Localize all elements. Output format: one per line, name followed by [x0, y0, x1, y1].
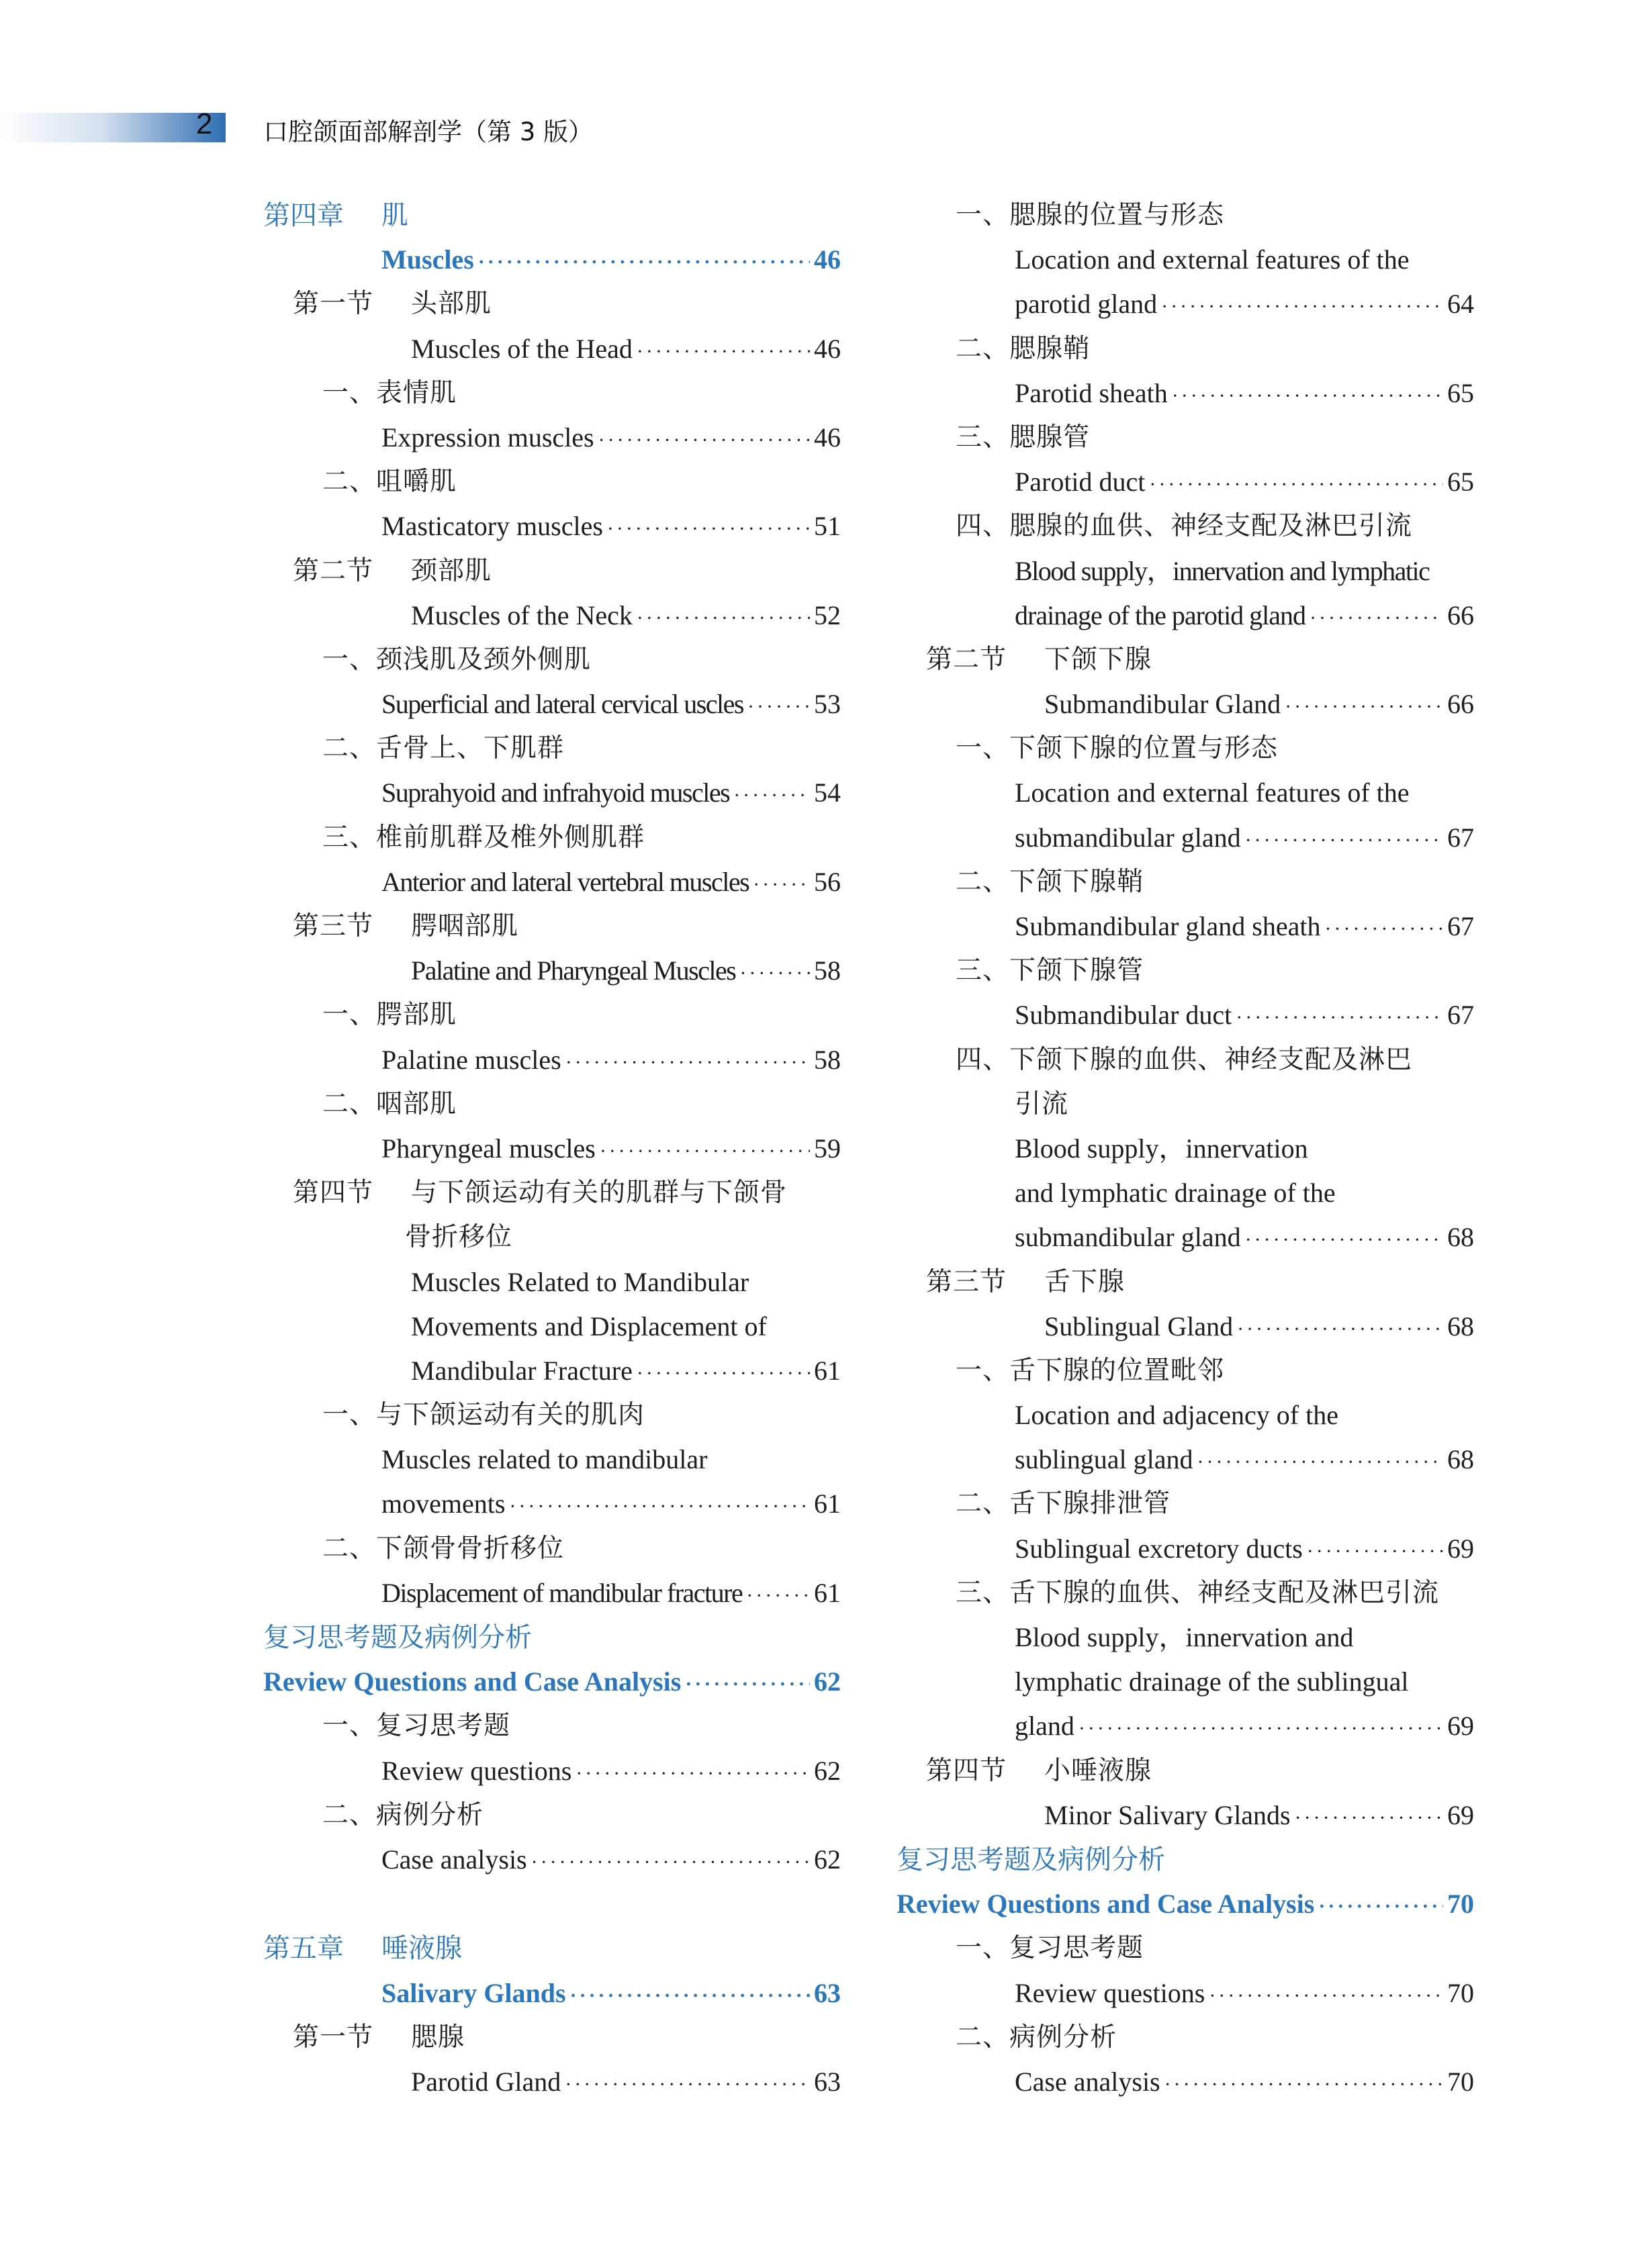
subsection-heading-continued: 引流: [1015, 1088, 1069, 1119]
dot-leader: [1295, 1796, 1443, 1840]
dot-leader: [1310, 596, 1443, 641]
dot-leader: [600, 1129, 810, 1174]
dot-leader: [1209, 1974, 1443, 2018]
subsection-entry[interactable]: Suprahyoid and infrahyoid muscles ····· 54: [263, 771, 841, 815]
subsection-entry[interactable]: movements ····· 61: [263, 1482, 841, 1526]
toc-left-column: [263, 193, 841, 2104]
subsection-heading[interactable]: 一、复习思考题: [322, 1711, 511, 1742]
subsection-entry[interactable]: Review questions ····· 62: [263, 1749, 841, 1793]
subsection-heading[interactable]: 一、腭部肌: [322, 1000, 457, 1031]
subsection-heading[interactable]: 四、腮腺的血供、神经支配及淋巴引流: [956, 511, 1413, 542]
subsection-entry[interactable]: Parotid sheath ····· 65: [897, 371, 1474, 416]
subsection-heading[interactable]: 三、下颌下腺管: [956, 955, 1144, 986]
subsection-heading[interactable]: 一、颈浅肌及颈外侧肌: [322, 644, 592, 675]
dot-leader: [1161, 285, 1443, 329]
section-entry[interactable]: Parotid Gland ····· 63: [263, 2060, 841, 2104]
subsection-heading[interactable]: 一、复习思考题: [956, 1933, 1144, 1964]
subsection-heading[interactable]: 二、下颌下腺鞘: [956, 866, 1144, 897]
section-heading[interactable]: 第四节 小唾液腺: [926, 1755, 1152, 1786]
subsection-heading[interactable]: 二、腮腺鞘: [956, 333, 1091, 364]
section-heading[interactable]: 第二节 颈部肌: [293, 555, 492, 586]
subsection-entry[interactable]: Submandibular gland sheath ····· 67: [897, 904, 1474, 949]
dot-leader: [509, 1484, 810, 1529]
subsection-entry-line: Muscles related to mandibular: [381, 1444, 708, 1475]
dot-leader: [576, 1752, 810, 1796]
subsection-entry-line: and lymphatic drainage of the: [1015, 1178, 1336, 1209]
dot-leader: [1172, 374, 1443, 418]
toc-right-column: [897, 193, 1474, 2104]
header-color-band: [0, 113, 226, 142]
subsection-entry[interactable]: Expression muscles ····· 46: [263, 416, 841, 460]
subsection-entry[interactable]: Case analysis ····· 70: [897, 2060, 1474, 2104]
dot-leader: [1164, 2063, 1443, 2107]
section-heading[interactable]: 第四节 与下颌运动有关的肌群与下颌骨: [293, 1178, 788, 1209]
subsection-heading[interactable]: 一、腮腺的位置与形态: [956, 200, 1225, 230]
review-heading[interactable]: 复习思考题及病例分析: [263, 1622, 532, 1653]
subsection-heading[interactable]: 二、舌骨上、下肌群: [322, 733, 565, 764]
subsection-entry[interactable]: parotid gland ····· 64: [897, 282, 1474, 326]
section-entry-line: Movements and Displacement of: [411, 1311, 767, 1341]
subsection-entry[interactable]: Masticatory muscles ····· 51: [263, 504, 841, 549]
subsection-entry[interactable]: submandibular gland ····· 68: [897, 1215, 1474, 1260]
dot-leader: [531, 1840, 810, 1885]
subsection-heading[interactable]: 二、咽部肌: [322, 1088, 457, 1119]
dot-leader: [739, 951, 810, 996]
subsection-entry[interactable]: Palatine muscles ····· 58: [263, 1038, 841, 1082]
subsection-entry-line: lymphatic drainage of the sublingual: [1015, 1666, 1409, 1697]
subsection-entry[interactable]: gland ····· 69: [897, 1704, 1474, 1748]
dot-leader: [747, 685, 810, 729]
section-heading[interactable]: 第一节 腮腺: [293, 2022, 465, 2052]
subsection-heading[interactable]: 三、腮腺管: [956, 422, 1091, 453]
section-entry[interactable]: Muscles of the Neck ····· 52: [263, 594, 841, 638]
subsection-entry-line: Location and external features of the: [1015, 777, 1410, 808]
subsection-entry[interactable]: Review questions ····· 70: [897, 1971, 1474, 2016]
chapter-5-entry[interactable]: Salivary Glands ····· 63: [263, 1971, 841, 2016]
section-entry-line: Muscles Related to Mandibular: [411, 1266, 749, 1297]
dot-leader: [598, 418, 810, 463]
dot-leader: [570, 1974, 810, 2018]
dot-leader: [746, 1574, 810, 1618]
dot-leader: [478, 240, 810, 285]
subsection-entry[interactable]: Superficial and lateral cervical uscles ····· 53: [263, 682, 841, 726]
section-entry[interactable]: Palatine and Pharyngeal Muscles ····· 58: [263, 949, 841, 993]
subsection-heading[interactable]: 一、表情肌: [322, 377, 457, 408]
review-entry[interactable]: Review Questions and Case Analysis ····· 70: [897, 1882, 1474, 1926]
section-heading[interactable]: 第一节 头部肌: [293, 289, 492, 320]
dot-leader: [565, 2063, 810, 2107]
subsection-heading[interactable]: 四、下颌下腺的血供、神经支配及淋巴: [956, 1044, 1413, 1075]
subsection-entry-line: Location and external features of the: [1015, 244, 1410, 275]
subsection-heading[interactable]: 二、咀嚼肌: [322, 467, 457, 498]
subsection-heading[interactable]: 二、病例分析: [322, 1799, 484, 1830]
section-entry[interactable]: Mandibular Fracture ····· 61: [263, 1349, 841, 1393]
dot-leader: [1245, 1218, 1443, 1262]
chapter-4-entry[interactable]: Muscles ····· 46: [263, 238, 841, 282]
subsection-entry[interactable]: sublingual gland ····· 68: [897, 1437, 1474, 1482]
subsection-entry[interactable]: Submandibular duct ····· 67: [897, 993, 1474, 1037]
subsection-entry[interactable]: submandibular gland ····· 67: [897, 816, 1474, 860]
review-heading[interactable]: 复习思考题及病例分析: [897, 1844, 1165, 1875]
dot-leader: [637, 596, 810, 641]
section-entry[interactable]: Submandibular Gland ····· 66: [897, 682, 1474, 726]
dot-leader: [1307, 1529, 1443, 1574]
dot-leader: [685, 1662, 810, 1707]
subsection-entry-line: Blood supply，innervation: [1015, 1133, 1308, 1164]
subsection-heading[interactable]: 一、舌下腺的位置毗邻: [956, 1355, 1225, 1386]
section-heading-continued: 骨折移位: [405, 1222, 513, 1253]
subsection-entry-line: Location and adjacency of the: [1015, 1400, 1338, 1431]
dot-leader: [1318, 1885, 1443, 1929]
section-entry[interactable]: Sublingual Gland ····· 68: [897, 1305, 1474, 1349]
subsection-entry[interactable]: Case analysis ····· 62: [263, 1838, 841, 1882]
subsection-entry[interactable]: drainage of the parotid gland ····· 66: [897, 594, 1474, 638]
section-heading[interactable]: 第三节 舌下腺: [926, 1266, 1126, 1297]
subsection-entry[interactable]: Anterior and lateral vertebral muscles ····· 56: [263, 860, 841, 904]
dot-leader: [1079, 1707, 1443, 1751]
dot-leader: [1245, 818, 1443, 863]
dot-leader: [733, 773, 810, 818]
section-heading[interactable]: 第二节 下颌下腺: [926, 644, 1152, 675]
dot-leader: [607, 507, 810, 551]
dot-leader: [1197, 1440, 1443, 1484]
dot-leader: [1324, 907, 1443, 951]
subsection-entry[interactable]: Sublingual excretory ducts ····· 69: [897, 1527, 1474, 1571]
subsection-heading[interactable]: 三、椎前肌群及椎外侧肌群: [322, 822, 645, 853]
subsection-entry[interactable]: Parotid duct ····· 65: [897, 460, 1474, 504]
subsection-heading[interactable]: 一、与下颌运动有关的肌肉: [322, 1400, 645, 1431]
dot-leader: [1285, 685, 1443, 729]
subsection-heading[interactable]: 二、病例分析: [956, 2022, 1117, 2052]
spacer: [263, 1882, 841, 1926]
chapter-4-heading[interactable]: 第四章 肌: [263, 200, 408, 231]
section-entry[interactable]: Muscles of the Head ····· 46: [263, 327, 841, 371]
subsection-entry-line: Blood supply，innervation and: [1015, 1622, 1354, 1652]
dot-leader: [565, 1041, 810, 1085]
subsection-entry-line: Blood supply，innervation and lymphatic: [1015, 555, 1430, 586]
section-entry[interactable]: Minor Salivary Glands ····· 69: [897, 1793, 1474, 1838]
subsection-heading[interactable]: 二、舌下腺排泄管: [956, 1489, 1171, 1519]
page-number: 2: [196, 107, 213, 140]
subsection-entry[interactable]: Displacement of mandibular fracture ····· 61: [263, 1571, 841, 1615]
dot-leader: [637, 330, 810, 374]
dot-leader: [637, 1352, 810, 1396]
dot-leader: [1149, 463, 1443, 507]
review-entry[interactable]: Review Questions and Case Analysis ····· 62: [263, 1660, 841, 1704]
subsection-entry[interactable]: Pharyngeal muscles ····· 59: [263, 1127, 841, 1171]
subsection-heading[interactable]: 一、下颌下腺的位置与形态: [956, 733, 1279, 764]
chapter-5-heading[interactable]: 第五章 唾液腺: [263, 1933, 462, 1965]
section-heading[interactable]: 第三节 腭咽部肌: [293, 911, 519, 941]
dot-leader: [1237, 1307, 1443, 1352]
subsection-heading[interactable]: 三、舌下腺的血供、神经支配及淋巴引流: [956, 1577, 1440, 1608]
dot-leader: [1236, 996, 1443, 1040]
running-header-title: 口腔颌面部解剖学（第 3 版）: [263, 117, 594, 146]
dot-leader: [753, 863, 810, 907]
subsection-heading[interactable]: 二、下颌骨骨折移位: [322, 1533, 565, 1564]
